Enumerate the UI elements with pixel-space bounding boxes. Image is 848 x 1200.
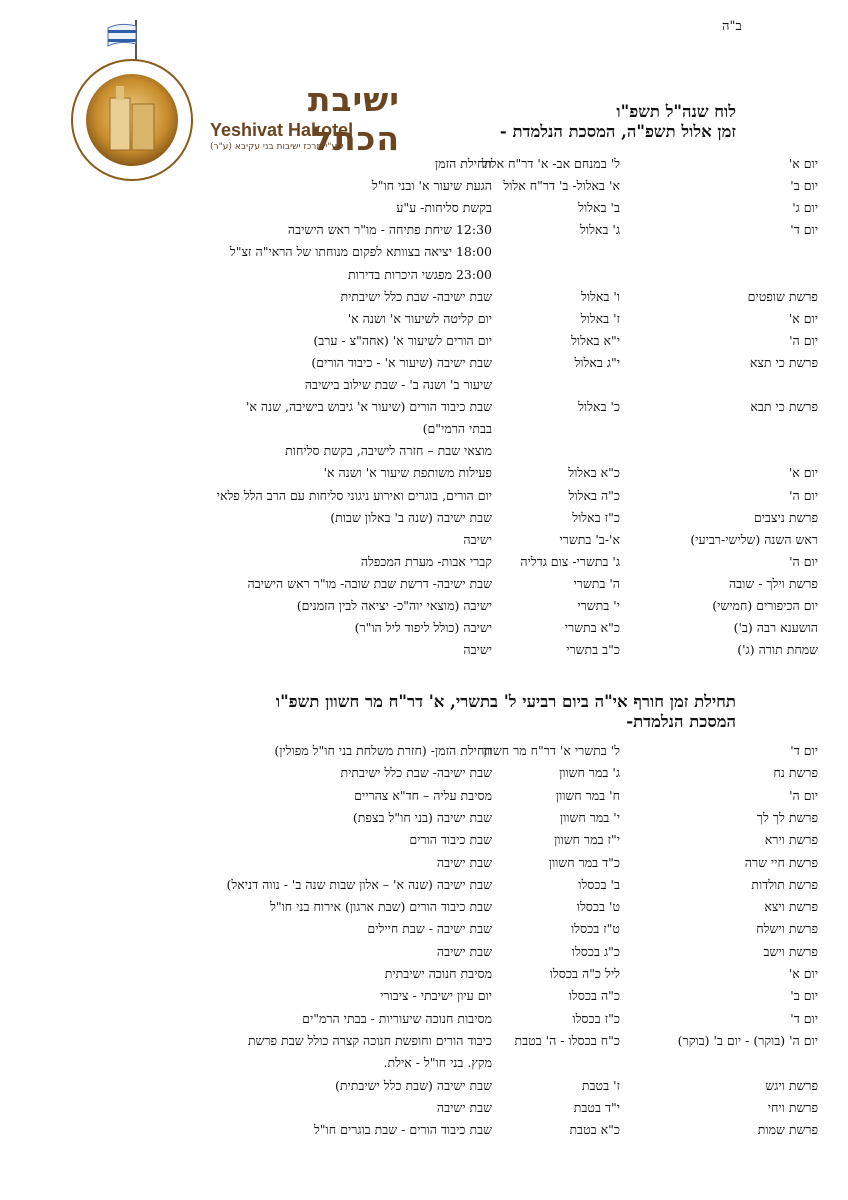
row-date: כ"ז באלול bbox=[572, 509, 620, 525]
row-event: הגעת שיעור א' ובני חו"ל bbox=[371, 178, 492, 194]
row-date: ט"ז בכסלו bbox=[570, 921, 620, 937]
row-day: יום א' bbox=[788, 465, 818, 481]
logo-subtitle: שע"י מרכז ישיבות בני עקיבא (ע"ר) bbox=[210, 142, 344, 152]
row-day: יום ב' bbox=[790, 988, 818, 1004]
row-event: יום עיון ישיבתי - ציבורי bbox=[380, 988, 492, 1004]
row-date: י' בתשרי bbox=[577, 598, 620, 613]
row-date: י' במר חשוון bbox=[559, 809, 620, 825]
row-event: שבת ישיבה (שנה ב' באלון שבות) bbox=[330, 509, 492, 525]
row-day: פרשת ויצא bbox=[764, 899, 818, 915]
row-event: פעילות משותפת שיעור א' ושנה א' bbox=[323, 465, 492, 481]
row-event: ישיבה bbox=[463, 531, 492, 547]
schedule-row bbox=[70, 642, 818, 664]
schedule-row bbox=[70, 765, 818, 787]
section2-title-line: תחילת זמן חורף אי"ה ביום רביעי ל' בתשרי, א' דר"ח מר חשוון תשפ"ו bbox=[275, 692, 736, 711]
row-date: כ"ה באלול bbox=[568, 487, 620, 503]
schedule-row bbox=[70, 832, 818, 854]
schedule-row bbox=[70, 620, 818, 642]
logo-hebrew-name: ישיבת הכתל bbox=[307, 80, 400, 158]
schedule-row bbox=[70, 156, 818, 178]
row-date: ב' בכסלו bbox=[578, 876, 620, 892]
section2-title bbox=[276, 692, 736, 732]
row-event: מסיבת חנוכה ישיבתית bbox=[384, 966, 492, 981]
row-event: שבת ישיבה (בני חו"ל בצפת) bbox=[352, 809, 492, 825]
row-day: ראש השנה (שלישי-רביעי) bbox=[690, 531, 818, 547]
row-day: יום ג' bbox=[792, 200, 818, 216]
row-day: פרשת שמות bbox=[757, 1122, 818, 1138]
row-event: מקץ. בני חו"ל - אילת. bbox=[383, 1055, 492, 1071]
row-event: ישיבה bbox=[463, 642, 492, 658]
row-event: בבתי הרמי"ם) bbox=[422, 421, 492, 437]
row-event: שיעור ב' ושנה ב' - שבת שילוב בישיבה bbox=[304, 377, 492, 392]
row-event: תחילת הזמן- (חזרת משלחת בני חו"ל מפולין) bbox=[274, 743, 492, 758]
row-day: יום ד' bbox=[790, 1010, 818, 1026]
schedule-row bbox=[70, 1122, 818, 1144]
schedule-row bbox=[70, 443, 818, 465]
row-event: שבת ישיבה - שבת חיילים bbox=[367, 921, 492, 937]
row-day: יום ה' bbox=[789, 332, 818, 348]
row-date: כ"א בטבת bbox=[569, 1122, 620, 1138]
row-event: 18:00 יציאה בצוותא לפקום מנוחתו של הראי"ה זצ"ל bbox=[229, 244, 492, 260]
schedule-row bbox=[70, 244, 818, 266]
row-day: פרשת וירא bbox=[764, 832, 818, 848]
logo-english-name: Yeshivat Hakotel bbox=[210, 120, 354, 140]
row-day: יום א' bbox=[788, 966, 818, 981]
schedule-row bbox=[70, 289, 818, 311]
row-date: כ"ה בכסלו bbox=[568, 988, 620, 1004]
row-day: יום א' bbox=[788, 156, 818, 171]
row-day: יום ה' bbox=[789, 787, 818, 803]
row-event: יום הורים, בוגרים ואירוע ניגוני סליחות עם הרב הלל פלאי bbox=[216, 487, 492, 503]
section1-title-line: לוח שנה"ל תשפ"ו bbox=[616, 102, 736, 121]
row-date: ט' בכסלו bbox=[576, 899, 620, 915]
schedule-row bbox=[70, 855, 818, 877]
row-event: יום קליטה לשיעור א' ושנה א' bbox=[347, 310, 492, 326]
schedule-row bbox=[70, 333, 818, 355]
row-date: ל' במנחם אב- א' דר"ח אלול bbox=[481, 156, 620, 171]
schedule-row bbox=[70, 1055, 818, 1077]
row-event: תחילת הזמן bbox=[434, 156, 492, 171]
schedule-row bbox=[70, 200, 818, 222]
row-date: י"ד בטבת bbox=[573, 1099, 620, 1115]
row-event: 23:00 מפגשי היכרות בדירות bbox=[348, 266, 492, 282]
row-date: ג' באלול bbox=[580, 222, 620, 238]
row-event: מוצאי שבת – חזרה לישיבה, בקשת סליחות bbox=[285, 443, 492, 459]
row-day: יום ה' bbox=[789, 487, 818, 503]
row-event: שבת ישיבה bbox=[436, 943, 492, 959]
row-event: מסיבות חנוכה שיעוריות - בבתי הרמ"ים bbox=[302, 1010, 492, 1026]
schedule-row bbox=[70, 399, 818, 421]
row-event: שבת כיבוד הורים (שיעור א' גיבוש בישיבה, שנה א' bbox=[245, 399, 492, 415]
row-event: ישיבה (כולל ליפוד ליל הו"ר) bbox=[354, 620, 492, 636]
row-day: יום ד' bbox=[790, 743, 818, 758]
schedule-row bbox=[70, 465, 818, 487]
row-day: פרשת וישב bbox=[763, 943, 818, 959]
section2-title-line: המסכת הנלמדת- bbox=[626, 712, 736, 731]
schedule-row bbox=[70, 510, 818, 532]
schedule-row bbox=[70, 267, 818, 289]
row-day: יום ה' (בוקר) - יום ב' (בוקר) bbox=[677, 1032, 818, 1048]
row-date: כ"ג בכסלו bbox=[571, 943, 620, 959]
row-day: פרשת לך לך bbox=[756, 809, 818, 825]
section1-title bbox=[500, 102, 736, 142]
row-day: יום ב' bbox=[790, 178, 818, 194]
row-event: בקשת סליחות- ע"ע bbox=[396, 200, 492, 216]
schedule-row bbox=[70, 554, 818, 576]
row-date: ח' במר חשוון bbox=[555, 787, 620, 803]
row-event: שבת ישיבה- שבת כלל ישיבתית bbox=[340, 765, 492, 781]
schedule-row bbox=[70, 311, 818, 333]
row-event: שבת כיבוד הורים - שבת בוגרים חו"ל bbox=[313, 1122, 492, 1138]
schedule-row bbox=[70, 1078, 818, 1100]
row-date: כ"ד במר חשוון bbox=[548, 854, 620, 870]
row-date: כ' באלול bbox=[578, 399, 620, 415]
row-event: שבת ישיבה bbox=[436, 1099, 492, 1115]
yeshiva-logo bbox=[70, 18, 400, 158]
schedule-row bbox=[70, 355, 818, 377]
row-date: י"ג באלול bbox=[574, 354, 620, 370]
row-day: יום הכיפורים (חמישי) bbox=[712, 598, 818, 613]
schedule-row bbox=[70, 788, 818, 810]
row-event: שבת ישיבה- שבת כלל ישיבתית bbox=[340, 288, 492, 304]
row-date: כ"א באלול bbox=[568, 465, 620, 481]
row-date: ג' בתשרי- צום גדליה bbox=[520, 553, 620, 569]
schedule-row bbox=[70, 988, 818, 1010]
row-day: פרשת שופטים bbox=[747, 288, 818, 304]
row-date: ג' במר חשוון bbox=[559, 765, 620, 781]
row-day: פרשת כי תבא bbox=[750, 399, 818, 415]
row-day: פרשת חיי שרה bbox=[744, 854, 818, 870]
schedule-row bbox=[70, 222, 818, 244]
schedule-row bbox=[70, 377, 818, 399]
schedule-row bbox=[70, 1033, 818, 1055]
row-event: יום הורים לשיעור א' (אחה"צ - ערב) bbox=[313, 332, 492, 348]
section1-title-line: זמן אלול תשפ"ה, המסכת הנלמדת - bbox=[499, 122, 736, 141]
row-date: א'-ב' בתשרי bbox=[559, 531, 620, 547]
row-date: כ"ח בכסלו - ה' בטבת bbox=[514, 1032, 620, 1048]
row-date: ל' בתשרי א' דר"ח מר חשוון bbox=[483, 743, 620, 758]
row-date: ז' באלול bbox=[580, 310, 620, 326]
schedule-row bbox=[70, 877, 818, 899]
schedule-row bbox=[70, 1100, 818, 1122]
row-date: כ"ב בתשרי bbox=[566, 642, 620, 658]
row-day: יום ד' bbox=[790, 222, 818, 238]
row-date: כ"א בתשרי bbox=[564, 620, 620, 636]
schedule-row bbox=[70, 488, 818, 510]
row-event: שבת ישיבה (שיעור א' - כיבוד הורים) bbox=[311, 354, 492, 370]
row-date: י"א באלול bbox=[571, 332, 620, 348]
row-event: שבת ישיבה- דרשת שבת שובה- מו"ר ראש הישיבה bbox=[247, 575, 492, 591]
row-event: שבת כיבוד הורים bbox=[409, 832, 492, 848]
schedule-row bbox=[70, 178, 818, 200]
row-event: שבת ישיבה (שנה א' – אלון שבות שנה ב' - נווה דניאל) bbox=[226, 876, 492, 892]
schedule-row bbox=[70, 421, 818, 443]
row-day: פרשת וישלח bbox=[756, 921, 818, 937]
row-event: 12:30 שיחת פתיחה - מו"ר ראש הישיבה bbox=[287, 222, 492, 238]
row-day: שמחת תורה (ג') bbox=[737, 642, 818, 658]
schedule-row bbox=[70, 966, 818, 988]
row-event: כיבוד הורים וחופשת חנוכה קצרה כולל שבת פרשת bbox=[247, 1032, 492, 1048]
row-day: יום א' bbox=[788, 310, 818, 326]
schedule-row bbox=[70, 576, 818, 598]
row-day: פרשת ניצבים bbox=[753, 509, 818, 525]
schedule-row bbox=[70, 1011, 818, 1033]
row-date: ה' בתשרי bbox=[573, 575, 620, 591]
schedule-row bbox=[70, 598, 818, 620]
row-event: מסיבת עליה – חד"א צהריים bbox=[354, 787, 492, 803]
schedule-row bbox=[70, 944, 818, 966]
row-day: פרשת וילך - שובה bbox=[728, 575, 818, 591]
row-event: שבת ישיבה bbox=[436, 854, 492, 870]
row-date: כ"ז בכסלו bbox=[572, 1010, 620, 1026]
schedule-row bbox=[70, 899, 818, 921]
row-event: שבת ישיבה (שבת כלל ישיבתית) bbox=[334, 1077, 492, 1093]
schedule-row bbox=[70, 810, 818, 832]
row-date: ב' באלול bbox=[578, 200, 620, 216]
row-event: שבת כיבוד הורים (שבת ארגון) אירוח בני חו"ל bbox=[269, 899, 492, 915]
schedule-row bbox=[70, 532, 818, 554]
row-day: פרשת ויגש bbox=[765, 1077, 818, 1093]
schedule-row bbox=[70, 921, 818, 943]
row-date: ז' בטבת bbox=[581, 1077, 620, 1093]
row-date: י"ז במר חשוון bbox=[554, 832, 620, 848]
row-date: א' באלול- ב' דר"ח אלול bbox=[503, 178, 620, 194]
row-day: הושענא רבה (ב') bbox=[733, 620, 818, 636]
header-mark: ב"ה bbox=[722, 19, 742, 34]
schedule-row bbox=[70, 743, 818, 765]
row-day: פרשת נח bbox=[773, 765, 818, 781]
row-day: יום ה' bbox=[789, 553, 818, 569]
row-event: ישיבה (מוצאי יוה"כ- יציאה לבין הזמנים) bbox=[296, 598, 492, 613]
row-date: ו' באלול bbox=[580, 288, 620, 304]
row-day: פרשת ויחי bbox=[767, 1099, 818, 1115]
row-day: פרשת כי תצא bbox=[749, 354, 818, 370]
row-day: פרשת תולדות bbox=[751, 876, 818, 892]
row-date: ליל כ"ה בכסלו bbox=[549, 966, 620, 981]
row-event: קברי אבות- מערת המכפלה bbox=[360, 553, 492, 569]
